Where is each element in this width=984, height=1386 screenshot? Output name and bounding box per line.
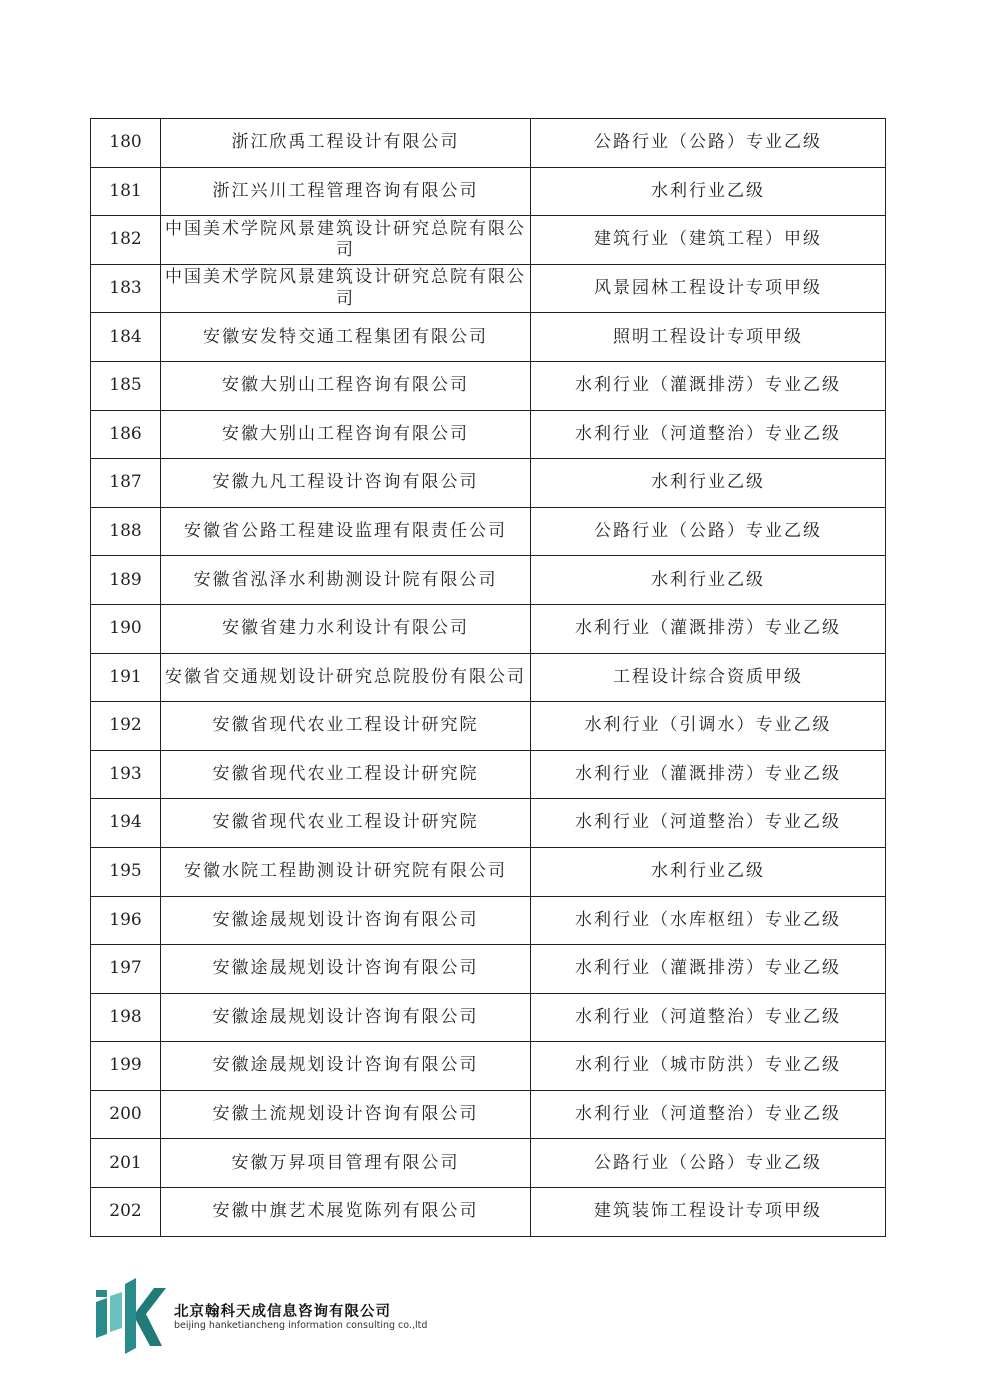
company-name-en: beijing hanketiancheng information consulting co.,ltd: [174, 1320, 428, 1331]
row-number: 181: [91, 167, 161, 216]
table-row: [91, 945, 886, 994]
qualification-cell: 水利行业（城市防洪）专业乙级: [531, 1042, 886, 1091]
row-number: 195: [91, 847, 161, 896]
table-row: [91, 119, 886, 168]
qualification-cell: 公路行业（公路）专业乙级: [531, 507, 886, 556]
row-number: 201: [91, 1139, 161, 1188]
table-row: [91, 847, 886, 896]
row-number: 193: [91, 750, 161, 799]
row-number: 185: [91, 361, 161, 410]
table-row: [91, 896, 886, 945]
company-name-cell: 安徽省交通规划设计研究总院股份有限公司: [161, 653, 531, 702]
company-name-cell: 中国美术学院风景建筑设计研究总院有限公司: [161, 216, 531, 265]
qualification-cell: 照明工程设计专项甲级: [531, 313, 886, 362]
row-number: 180: [91, 119, 161, 168]
qualification-cell: 公路行业（公路）专业乙级: [531, 119, 886, 168]
table-row: [91, 993, 886, 1042]
company-name-cell: 安徽省现代农业工程设计研究院: [161, 799, 531, 848]
row-number: 184: [91, 313, 161, 362]
table-row: [91, 313, 886, 362]
company-name-cell: 安徽大别山工程咨询有限公司: [161, 410, 531, 459]
qualification-cell: 水利行业（引调水）专业乙级: [531, 702, 886, 751]
company-name-cell: 安徽省公路工程建设监理有限责任公司: [161, 507, 531, 556]
row-number: 188: [91, 507, 161, 556]
footer: [92, 1276, 492, 1356]
qualification-cell: 建筑装饰工程设计专项甲级: [531, 1188, 886, 1237]
company-name-cell: 安徽省现代农业工程设计研究院: [161, 750, 531, 799]
qualification-cell: 水利行业（灌溉排涝）专业乙级: [531, 361, 886, 410]
qualification-table: [90, 118, 886, 1237]
qualification-cell: 水利行业（灌溉排涝）专业乙级: [531, 604, 886, 653]
hk-logo-icon: [92, 1276, 168, 1354]
qualification-cell: 水利行业乙级: [531, 847, 886, 896]
company-name-cell: 安徽途晟规划设计咨询有限公司: [161, 1042, 531, 1091]
row-number: 187: [91, 459, 161, 508]
company-name-cell: 中国美术学院风景建筑设计研究总院有限公司: [161, 264, 531, 313]
qualification-cell: 水利行业（灌溉排涝）专业乙级: [531, 945, 886, 994]
row-number: 186: [91, 410, 161, 459]
table-row: [91, 216, 886, 265]
table-row: [91, 750, 886, 799]
row-number: 197: [91, 945, 161, 994]
row-number: 191: [91, 653, 161, 702]
table-row: [91, 1090, 886, 1139]
company-name-cell: 安徽省泓泽水利勘测设计院有限公司: [161, 556, 531, 605]
row-number: 183: [91, 264, 161, 313]
company-name-cell: 安徽大别山工程咨询有限公司: [161, 361, 531, 410]
qualification-cell: 水利行业乙级: [531, 459, 886, 508]
row-number: 182: [91, 216, 161, 265]
company-name-cell: 安徽万昇项目管理有限公司: [161, 1139, 531, 1188]
qualification-cell: 风景园林工程设计专项甲级: [531, 264, 886, 313]
row-number: 194: [91, 799, 161, 848]
qualification-cell: 公路行业（公路）专业乙级: [531, 1139, 886, 1188]
table-row: [91, 1042, 886, 1091]
table-row: [91, 702, 886, 751]
qualification-cell: 水利行业乙级: [531, 556, 886, 605]
table-row: [91, 459, 886, 508]
qualification-cell: 工程设计综合资质甲级: [531, 653, 886, 702]
company-name-cell: 浙江兴川工程管理咨询有限公司: [161, 167, 531, 216]
company-name-cell: 安徽安发特交通工程集团有限公司: [161, 313, 531, 362]
row-number: 192: [91, 702, 161, 751]
table-row: [91, 507, 886, 556]
row-number: 190: [91, 604, 161, 653]
table-row: [91, 167, 886, 216]
row-number: 189: [91, 556, 161, 605]
row-number: 199: [91, 1042, 161, 1091]
qualification-cell: 水利行业（河道整治）专业乙级: [531, 1090, 886, 1139]
qualification-cell: 水利行业乙级: [531, 167, 886, 216]
table-row: [91, 264, 886, 313]
company-name-cell: 安徽九凡工程设计咨询有限公司: [161, 459, 531, 508]
qualification-cell: 水利行业（水库枢纽）专业乙级: [531, 896, 886, 945]
company-name-cell: 安徽途晟规划设计咨询有限公司: [161, 993, 531, 1042]
table-row: [91, 410, 886, 459]
table-row: [91, 799, 886, 848]
row-number: 196: [91, 896, 161, 945]
table-row: [91, 604, 886, 653]
qualification-cell: 水利行业（河道整治）专业乙级: [531, 993, 886, 1042]
company-name-cell: 安徽省建力水利设计有限公司: [161, 604, 531, 653]
row-number: 200: [91, 1090, 161, 1139]
qualification-cell: 水利行业（河道整治）专业乙级: [531, 799, 886, 848]
table-row: [91, 653, 886, 702]
company-name-cell: 安徽途晟规划设计咨询有限公司: [161, 945, 531, 994]
company-name-cell: 安徽中旗艺术展览陈列有限公司: [161, 1188, 531, 1237]
qualification-cell: 水利行业（灌溉排涝）专业乙级: [531, 750, 886, 799]
company-name-cell: 安徽途晟规划设计咨询有限公司: [161, 896, 531, 945]
qualification-cell: 建筑行业（建筑工程）甲级: [531, 216, 886, 265]
table-body: [91, 119, 886, 1237]
qualification-cell: 水利行业（河道整治）专业乙级: [531, 410, 886, 459]
company-name-cn: 北京翰科天成信息咨询有限公司: [174, 1304, 391, 1320]
row-number: 198: [91, 993, 161, 1042]
table-row: [91, 1139, 886, 1188]
table-row: [91, 361, 886, 410]
company-name-cell: 浙江欣禹工程设计有限公司: [161, 119, 531, 168]
company-name-cell: 安徽土流规划设计咨询有限公司: [161, 1090, 531, 1139]
company-name-cell: 安徽省现代农业工程设计研究院: [161, 702, 531, 751]
row-number: 202: [91, 1188, 161, 1237]
table-row: [91, 1188, 886, 1237]
company-name-cell: 安徽水院工程勘测设计研究院有限公司: [161, 847, 531, 896]
table-row: [91, 556, 886, 605]
